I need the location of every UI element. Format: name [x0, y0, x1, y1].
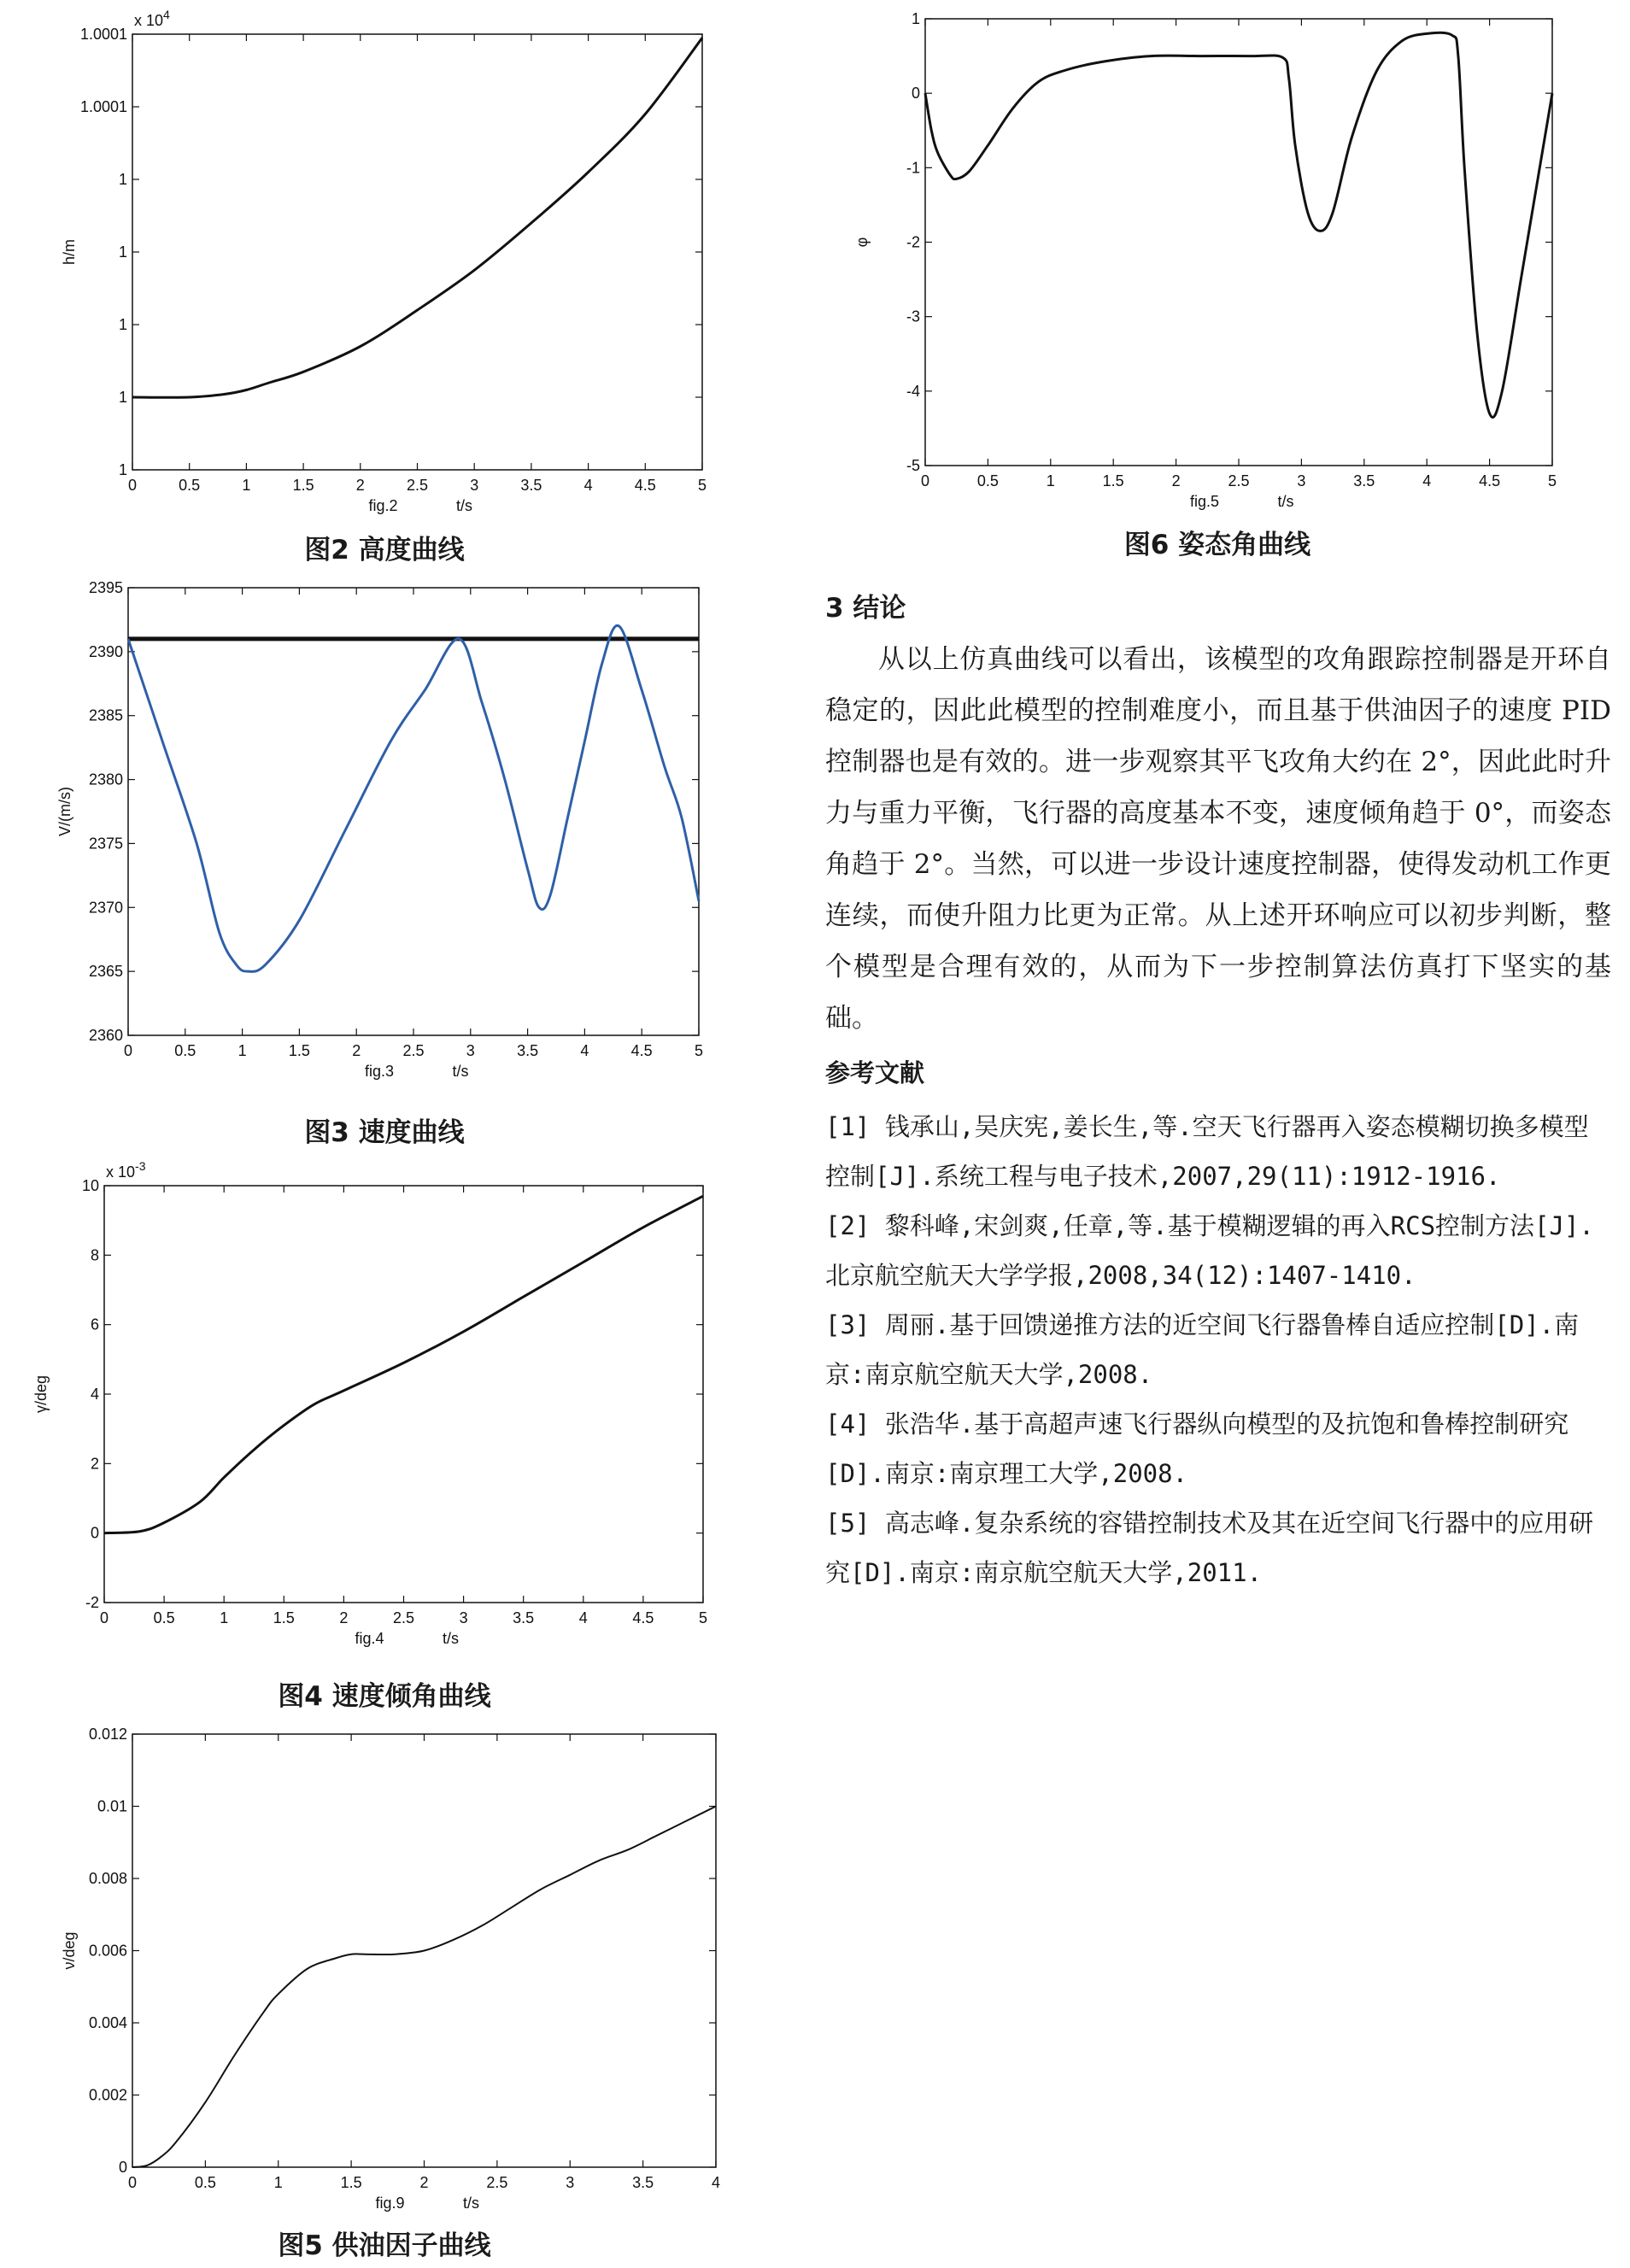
- plot-frame: [132, 34, 702, 470]
- chart-fig4: [0, 1159, 820, 1661]
- x-tick-label: 2.5: [406, 477, 429, 494]
- y-tick-label: 0: [911, 85, 920, 103]
- x-axis-label: t/s: [1277, 493, 1294, 510]
- x-tick-label: 4: [580, 1042, 589, 1059]
- x-tick-label: 0.5: [976, 472, 999, 489]
- y-tick-label: 0.002: [88, 2086, 127, 2104]
- x-tick-label: 4: [711, 2174, 721, 2191]
- series-line-0: [132, 38, 702, 397]
- y-tick-label: 2370: [88, 899, 123, 917]
- chart-fig9: [0, 1717, 820, 2230]
- x-tick-label: 1: [273, 2174, 283, 2191]
- y-tick-label: 0: [118, 2159, 127, 2176]
- y-tick-label: 0.006: [88, 1942, 127, 1960]
- caption-fig5: 图6 姿态角曲线: [1123, 530, 1311, 560]
- axis-exponent-power: 4: [163, 8, 170, 21]
- y-tick-label: 2: [90, 1455, 99, 1473]
- y-tick-label: 1: [118, 171, 127, 188]
- x-tick-label: 1: [237, 1042, 247, 1059]
- x-tick-label: 4.5: [632, 1609, 654, 1626]
- x-tick-label: 4.5: [630, 1042, 653, 1059]
- y-tick-label: -1: [906, 159, 920, 177]
- series-line-0: [132, 1807, 716, 2168]
- caption-fig2: 图2 高度曲线: [304, 535, 465, 566]
- x-tick-label: 0.5: [153, 1609, 175, 1626]
- y-tick-label: 2395: [88, 579, 123, 596]
- x-tick-label: 1.5: [288, 1042, 310, 1059]
- y-tick-label: 1: [118, 461, 127, 478]
- x-tick-label: 5: [1547, 472, 1557, 489]
- x-tick-label: 1: [220, 1609, 229, 1626]
- y-tick-label: -3: [906, 308, 920, 325]
- x-tick-label: 2: [419, 2174, 429, 2191]
- y-tick-label: 2380: [88, 771, 123, 788]
- x-axis-label: t/s: [452, 1063, 469, 1080]
- x-tick-label: 0: [99, 1609, 109, 1626]
- y-tick-label: 0: [90, 1524, 99, 1542]
- y-axis-label: φ: [853, 237, 871, 248]
- x-tick-label: 3: [459, 1609, 468, 1626]
- x-tick-label: 2.5: [486, 2174, 508, 2191]
- x-tick-label: 4: [583, 477, 593, 494]
- y-tick-label: 2375: [88, 835, 123, 853]
- plot-svg: [0, 572, 820, 1102]
- fig-label: fig.5: [1189, 493, 1220, 510]
- x-tick-label: 2: [352, 1042, 361, 1059]
- x-tick-label: 3: [470, 477, 479, 494]
- x-tick-label: 0: [123, 1042, 133, 1059]
- chart-fig3: [0, 572, 820, 1102]
- x-tick-label: 1.5: [1102, 472, 1124, 489]
- y-tick-label: 1.0001: [79, 26, 127, 43]
- y-tick-label: 6: [90, 1316, 99, 1333]
- x-tick-label: 2.5: [1228, 472, 1250, 489]
- axis-exponent-power: -3: [135, 1159, 146, 1173]
- y-tick-label: 0.008: [88, 1870, 127, 1887]
- chart-fig5: [820, 0, 1630, 513]
- caption-fig9: 图5 供油因子曲线: [278, 2230, 491, 2261]
- y-tick-label: 4: [90, 1386, 99, 1403]
- y-tick-label: 1: [118, 389, 127, 406]
- x-tick-label: 0.5: [179, 477, 201, 494]
- y-tick-label: 0.004: [88, 2014, 127, 2031]
- y-tick-label: 2385: [88, 706, 123, 724]
- x-tick-label: 3: [466, 1042, 475, 1059]
- y-axis-label: γ/deg: [32, 1374, 50, 1414]
- x-tick-label: 3.5: [520, 477, 542, 494]
- reference-item: [5] 高志峰.复杂系统的容错控制技术及其在近空间飞行器中的应用研究[D].南京:南京航空航天大学,2011.: [825, 1509, 1594, 1587]
- x-tick-label: 3.5: [1353, 472, 1375, 489]
- x-tick-label: 1.5: [340, 2174, 362, 2191]
- plot-svg: [0, 1717, 820, 2230]
- x-tick-label: 4: [1422, 472, 1432, 489]
- x-tick-label: 1.5: [273, 1609, 295, 1626]
- references-list: [825, 1102, 1611, 1597]
- x-tick-label: 0: [127, 2174, 138, 2191]
- series-line-0: [925, 32, 1552, 417]
- x-tick-label: 3.5: [517, 1042, 539, 1059]
- caption-fig3: 图3 速度曲线: [304, 1117, 465, 1148]
- x-tick-label: 4.5: [634, 477, 656, 494]
- x-tick-label: 1: [242, 477, 251, 494]
- plot-svg: [0, 1159, 820, 1661]
- section-title: 3 结论: [825, 593, 906, 624]
- y-axis-label: h/m: [61, 238, 78, 266]
- references-title: 参考文献: [825, 1058, 925, 1087]
- x-tick-label: 3.5: [513, 1609, 535, 1626]
- y-axis-label: V/(m/s): [56, 787, 73, 836]
- y-tick-label: 0.012: [88, 1726, 127, 1743]
- x-tick-label: 0: [920, 472, 930, 489]
- reference-item: [1] 钱承山,吴庆宪,姜长生,等.空天飞行器再入姿态模糊切换多模型控制[J].系统工程与电子技术,2007,29(11):1912-1916.: [825, 1112, 1589, 1191]
- fig-label: fig.4: [355, 1630, 384, 1647]
- y-tick-label: 1: [118, 243, 127, 261]
- series-line-0: [104, 1196, 703, 1533]
- y-axis-label: ν/deg: [61, 1931, 78, 1970]
- y-tick-label: 2390: [88, 642, 123, 660]
- caption-fig4: 图4 速度倾角曲线: [278, 1681, 491, 1712]
- axis-exponent: x $10^{-3}$: [106, 1159, 146, 1181]
- x-tick-label: 3: [566, 2174, 575, 2191]
- y-tick-label: -5: [906, 457, 920, 474]
- reference-item: [3] 周丽.基于回馈递推方法的近空间飞行器鲁棒自适应控制[D].南京:南京航空航天大学,2008.: [825, 1310, 1580, 1389]
- x-tick-label: 2: [355, 477, 365, 494]
- y-tick-label: 8: [90, 1246, 99, 1264]
- reference-item: [2] 黎科峰,宋剑爽,任章,等.基于模糊逻辑的再入RCS控制方法[J].北京航空航天大学学报,2008,34(12):1407-1410.: [825, 1211, 1594, 1290]
- plot-frame: [128, 588, 699, 1035]
- y-tick-label: -2: [906, 233, 920, 251]
- fig-label: fig.9: [375, 2195, 405, 2212]
- y-tick-label: 1.0001: [79, 98, 127, 115]
- x-tick-label: 2: [339, 1609, 349, 1626]
- x-tick-label: 5: [698, 1609, 708, 1626]
- y-tick-label: -4: [906, 382, 920, 400]
- x-tick-label: 5: [694, 1042, 704, 1059]
- plot-svg: [820, 0, 1630, 513]
- x-tick-label: 0.5: [174, 1042, 196, 1059]
- x-tick-label: 5: [697, 477, 707, 494]
- x-tick-label: 2: [1171, 472, 1181, 489]
- plot-frame: [104, 1186, 703, 1603]
- y-tick-label: 2360: [88, 1027, 123, 1044]
- y-tick-label: 1: [911, 10, 920, 27]
- series-line-1: [128, 625, 699, 971]
- y-tick-label: 10: [81, 1177, 99, 1194]
- x-tick-label: 0: [127, 477, 138, 494]
- plot-frame: [925, 19, 1552, 466]
- y-tick-label: 1: [118, 316, 127, 333]
- fig-label: fig.3: [364, 1063, 395, 1080]
- fig-label: fig.2: [368, 497, 398, 514]
- reference-item: [4] 张浩华.基于高超声速飞行器纵向模型的及抗饱和鲁棒控制研究[D].南京:南京理工大学,2008.: [825, 1409, 1569, 1488]
- x-tick-label: 4.5: [1479, 472, 1501, 489]
- x-tick-label: 3: [1297, 472, 1306, 489]
- plot-svg: [0, 0, 820, 521]
- y-tick-label: 2365: [88, 963, 123, 981]
- conclusion-paragraph: 从以上仿真曲线可以看出，该模型的攻角跟踪控制器是开环自稳定的，因此此模型的控制难度小，而且基于供油因子的速度 PID 控制器也是有效的。进一步观察其平飞攻角大约在 2°，因此此时升力与重力平衡，飞行器的高度基本不变，速度倾角趋于 0°，而姿态角趋于 2°。当然，可以进一步设计速度控制器，使得发动机工作更连续，而使升阻力比更为正常。从上述开环响应可以初步判断，整个模型是合理有效的，从而为下一步控制算法仿真打下坚实的基础。: [825, 644, 1611, 1034]
- x-tick-label: 4: [578, 1609, 588, 1626]
- x-tick-label: 1.5: [292, 477, 314, 494]
- chart-fig2: [0, 0, 820, 521]
- x-tick-label: 2.5: [402, 1042, 425, 1059]
- x-tick-label: 2.5: [392, 1609, 415, 1626]
- x-tick-label: 0.5: [194, 2174, 216, 2191]
- x-axis-label: t/s: [455, 497, 473, 514]
- y-tick-label: -2: [85, 1594, 99, 1611]
- y-tick-label: 0.01: [97, 1797, 127, 1815]
- x-tick-label: 1: [1046, 472, 1055, 489]
- x-axis-label: t/s: [442, 1630, 460, 1647]
- x-tick-label: 3.5: [632, 2174, 654, 2191]
- axis-exponent: x $10^4$: [134, 8, 170, 29]
- x-axis-label: t/s: [462, 2195, 480, 2212]
